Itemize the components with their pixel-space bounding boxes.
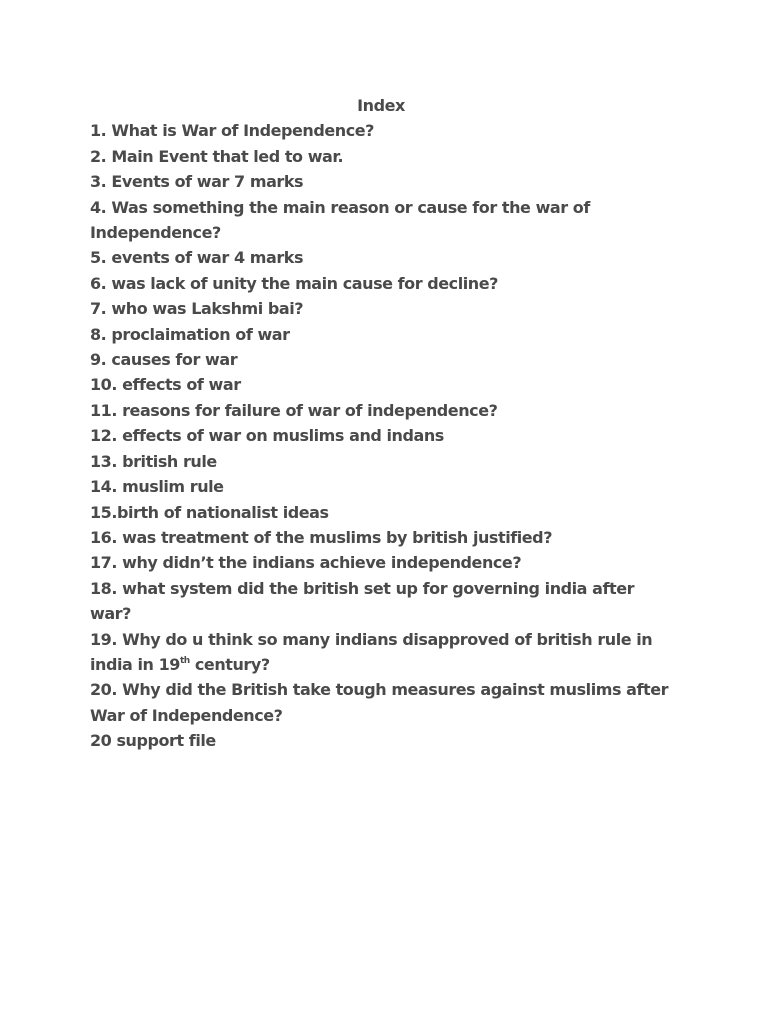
index-item-4: 4. Was something the main reason or cause for the war of Independence?	[90, 197, 590, 243]
index-item-7: 7. who was Lakshmi bai?	[90, 299, 304, 319]
index-item-19-text: 19. Why do u think so many indians disapproved of british rule in india in 19	[90, 629, 653, 674]
index-title: Index	[357, 96, 405, 115]
index-item-3: 3. Events of war 7 marks	[90, 172, 304, 192]
index-item-9: 9. causes for war	[90, 350, 238, 370]
index-item-19-superscript: th	[179, 655, 190, 666]
index-item-5: 5. events of war 4 marks	[90, 248, 304, 268]
index-item-19-text-end: century?	[189, 654, 270, 674]
index-item-20: 20. Why did the British take tough measures against muslims after War of Independence?	[90, 680, 669, 725]
index-item-19	[90, 627, 680, 678]
index-content	[90, 93, 680, 754]
index-item-8: 8. proclaimation of war	[90, 324, 290, 344]
index-item-21: 20 support file	[90, 731, 216, 751]
index-item-15: 15.birth of nationalist ideas	[90, 502, 329, 522]
index-item-18: 18. what system did the british set up for governing india after war?	[90, 578, 635, 624]
index-item-17: 17. why didn’t the indians achieve independence?	[90, 553, 522, 573]
index-item-2: 2. Main Event that led to war.	[90, 146, 344, 166]
index-item-12: 12. effects of war on muslims and indans	[90, 426, 444, 446]
index-item-16: 16. was treatment of the muslims by british justified?	[90, 527, 553, 547]
index-item-13: 13. british rule	[90, 451, 217, 471]
index-item-1: 1. What is War of Independence?	[90, 121, 374, 141]
index-item-11: 11. reasons for failure of war of independence?	[90, 400, 498, 420]
index-item-6: 6. was lack of unity the main cause for decline?	[90, 273, 498, 293]
index-item-10: 10. effects of war	[90, 375, 241, 395]
index-item-14: 14. muslim rule	[90, 477, 224, 497]
